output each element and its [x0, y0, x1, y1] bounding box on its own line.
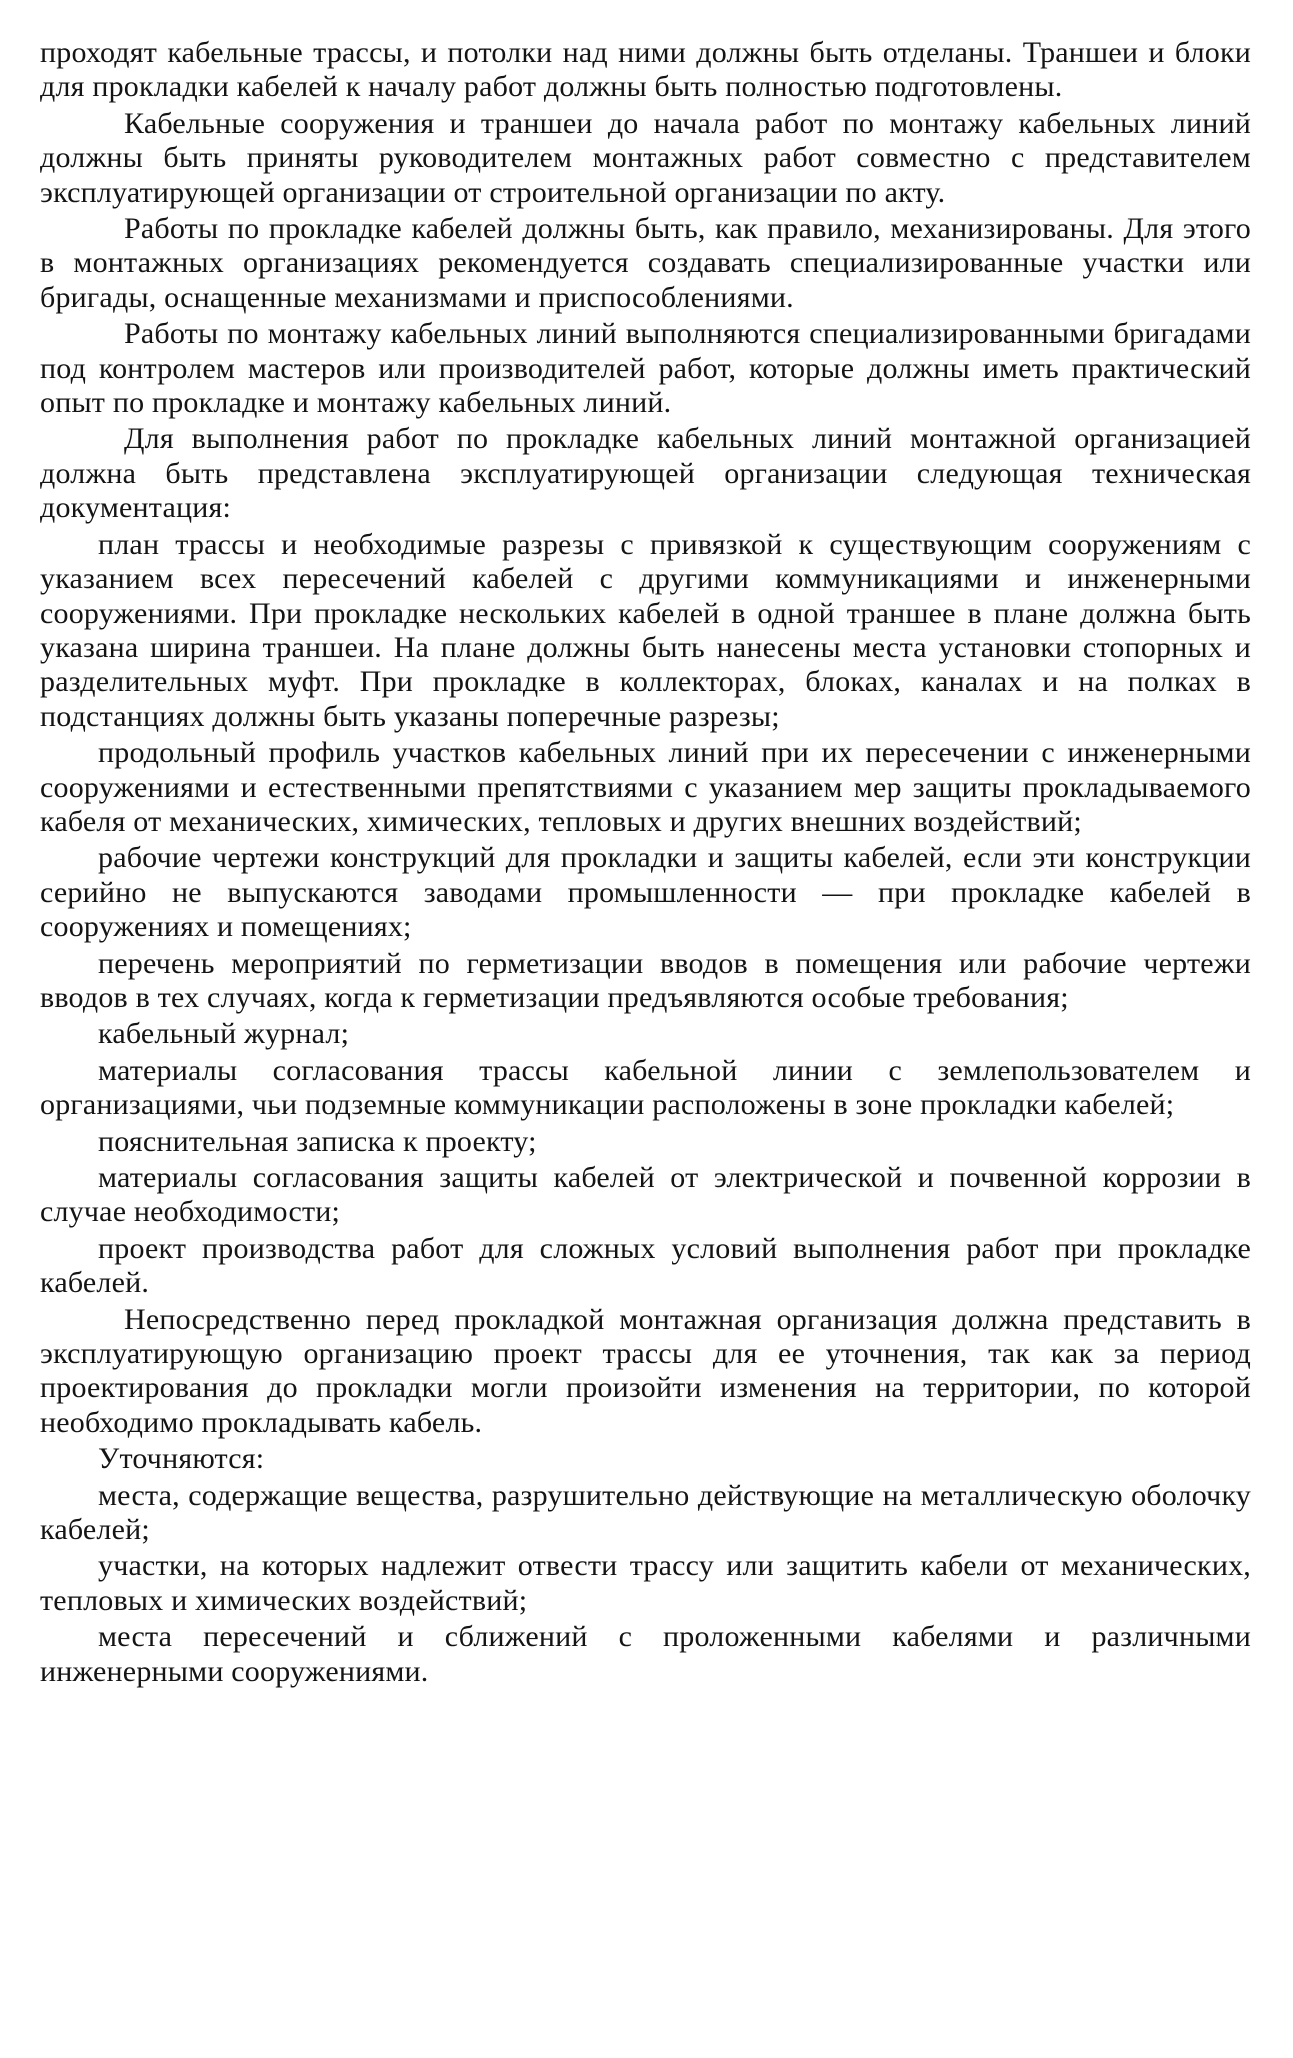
list-item-explanatory-note: пояснительная записка к проекту;: [98, 1124, 537, 1158]
list-item-cable-log: кабельный журнал;: [98, 1017, 350, 1051]
paragraph-brigades: Работы по монтажу кабельных линий выполняются специализированными бригадами под контролем мастеров или производителей работ, которые должны иметь практический опыт по прокладке и монтажу кабельных линий.: [40, 317, 1251, 420]
list-item-route-plan: план трассы и необходимые разрезы с привязкой к существующим сооружениям с указанием всех пересечений кабелей с другими коммуникациями и инженерными сооружениями. При прокладке нескольких кабелей в одной траншее в плане должна быть указана ширина траншеи. На плане должны быть нанесены места установки стопорных и разделительных муфт. При прокладке в коллекторах, блоках, каналах и на полках в подстанциях должны быть указаны поперечные разрезы;: [40, 527, 1251, 733]
list-item-diversion: участки, на которых надлежит отвести трассу или защитить кабели от механических, тепловых и химических воздействий;: [40, 1549, 1251, 1617]
list-item-corrosion: материалы согласования защиты кабелей от электрической и почвенной коррозии в случае необходимости;: [40, 1161, 1251, 1229]
paragraph-clarified-heading: Уточняются:: [98, 1442, 265, 1476]
list-item-substances: места, содержащие вещества, разрушительно действующие на металлическую оболочку кабелей;: [40, 1478, 1251, 1547]
list-item-profile: продольный профиль участков кабельных линий при их пересечении с инженерными сооружениями и естественными препятствиями с указанием мер защиты прокладываемого кабеля от механических, химических, тепловых и других внешних воздействий;: [40, 736, 1251, 838]
paragraph-continuation: проходят кабельные трассы, и потолки над ними должны быть отделаны. Траншеи и блоки для прокладки кабелей к началу работ должны быть полностью подготовлены.: [40, 36, 1251, 104]
list-item-drawings: рабочие чертежи конструкций для прокладки и защиты кабелей, если эти конструкции серийно не выпускаются заводами промышленности — при прокладке кабелей в сооружениях и помещениях;: [40, 841, 1251, 944]
paragraph-route-update: Непосредственно перед прокладкой монтажная организация должна представить в эксплуатирующую организацию проект трассы для ее уточнения, так как за период проектирования до прокладки могли произойти изменения на территории, по которой необходимо прокладывать кабель.: [40, 1302, 1251, 1439]
list-item-land-approval: материалы согласования трассы кабельной линии с землепользователем и организациями, чьи подземные коммуникации расположены в зоне прокладки кабелей;: [40, 1053, 1251, 1122]
paragraph-documentation-intro: Для выполнения работ по прокладке кабельных линий монтажной организацией должна быть представлена эксплуатирующей организации следующая техническая документация:: [40, 422, 1251, 525]
paragraph-mechanization: Работы по прокладке кабелей должны быть, как правило, механизированы. Для этого в монтажных организациях рекомендуется создавать специализированные участки или бригады, оснащенные механизмами и приспособлениями.: [40, 212, 1251, 314]
paragraph-acceptance: Кабельные сооружения и траншеи до начала работ по монтажу кабельных линий должны быть приняты руководителем монтажных работ совместно с представителем эксплуатирующей организации от строительной организации по акту.: [40, 106, 1251, 209]
list-item-crossings: места пересечений и сближений с проложенными кабелями и различными инженерными сооружениями.: [40, 1620, 1251, 1688]
list-item-sealing: перечень мероприятий по герметизации вводов в помещения или рабочие чертежи вводов в тех случаях, когда к герметизации предъявляются особые требования;: [40, 946, 1251, 1014]
list-item-work-project: проект производства работ для сложных условий выполнения работ при прокладке кабелей.: [40, 1231, 1251, 1300]
